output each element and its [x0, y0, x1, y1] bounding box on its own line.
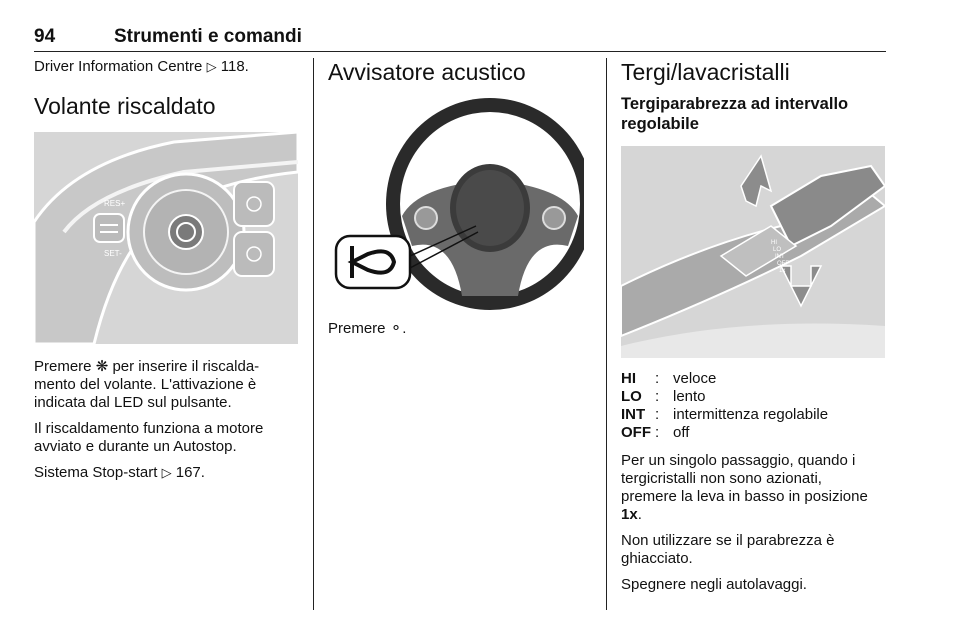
- icy-warning-paragraph: Non utilizzare se il parabrezza è ghiacciato.: [621, 532, 835, 567]
- res-label: RES+: [104, 199, 126, 208]
- arrow-right-icon: ▷: [206, 59, 217, 74]
- column-horn: [328, 58, 596, 346]
- steering-wheel-illustration: [328, 96, 584, 310]
- lever-label-off: OFF: [777, 261, 789, 267]
- heating-info-paragraph: Il riscaldamento funziona a motore avviato e durante un Autostop.: [34, 420, 264, 455]
- heated-steering-wheel-icon: ❋: [95, 358, 109, 375]
- position-term: HI: [621, 370, 636, 387]
- horn-paragraph: Premere ⚬.: [328, 320, 407, 337]
- arrow-right-icon: ▷: [161, 465, 172, 480]
- column-wipers: [621, 58, 887, 602]
- lever-label-lo: LO: [773, 247, 782, 253]
- wiper-position-row: [621, 388, 887, 406]
- single-wipe-paragraph: Per un singolo passaggio, quando i tergicristalli non sono azionati, premere la leva in basso in posizione 1x.: [621, 452, 868, 523]
- position-term: OFF: [621, 424, 651, 441]
- horn-figure: [328, 96, 584, 310]
- position-term: LO: [621, 388, 642, 405]
- cross-reference: Sistema Stop-start ▷ 167.: [34, 464, 205, 481]
- position-term: INT: [621, 406, 646, 423]
- cross-reference: Driver Information Centre ▷ 118.: [34, 58, 249, 75]
- position-description: off: [673, 424, 690, 441]
- section-subtitle: Tergiparabrezza ad intervallo regolabile: [621, 95, 849, 133]
- page-header: [34, 26, 886, 52]
- position-description: lento: [673, 388, 706, 405]
- lever-label-int: INT: [775, 254, 785, 260]
- heated-wheel-paragraph: Premere ❋ per inserire il riscalda- mento del volante. L'attivazione è indicata dal LED sul pulsante.: [34, 358, 260, 411]
- wiper-position-row: [621, 424, 887, 442]
- set-label: SET-: [104, 249, 122, 258]
- page-number: 94: [34, 26, 56, 47]
- lever-label-1x: 1x: [779, 268, 786, 274]
- separator: :: [655, 370, 660, 387]
- section-title: Volante riscaldato: [34, 93, 216, 119]
- wiper-position-row: [621, 370, 887, 388]
- steering-controls-illustration: [34, 132, 298, 344]
- section-title: Avvisatore acustico: [328, 59, 526, 85]
- wiper-positions-list: [621, 370, 887, 442]
- horn-icon: ⚬: [389, 320, 403, 337]
- column-divider: [313, 58, 314, 610]
- column-heated-wheel: [34, 58, 300, 490]
- chapter-title: Strumenti e comandi: [114, 26, 302, 47]
- separator: :: [655, 388, 660, 405]
- position-description: intermittenza regolabile: [673, 406, 829, 423]
- wiper-lever-illustration: [621, 146, 885, 358]
- heated-wheel-figure: [34, 132, 298, 344]
- wiper-position-row: [621, 406, 887, 424]
- position-description: veloce: [673, 370, 717, 387]
- separator: :: [655, 424, 660, 441]
- separator: :: [655, 406, 660, 423]
- section-title: Tergi/lavacristalli: [621, 59, 790, 85]
- lever-label-hi: HI: [771, 240, 777, 246]
- carwash-paragraph: Spegnere negli autolavaggi.: [621, 576, 807, 593]
- column-divider: [606, 58, 607, 610]
- wiper-lever-figure: [621, 146, 885, 358]
